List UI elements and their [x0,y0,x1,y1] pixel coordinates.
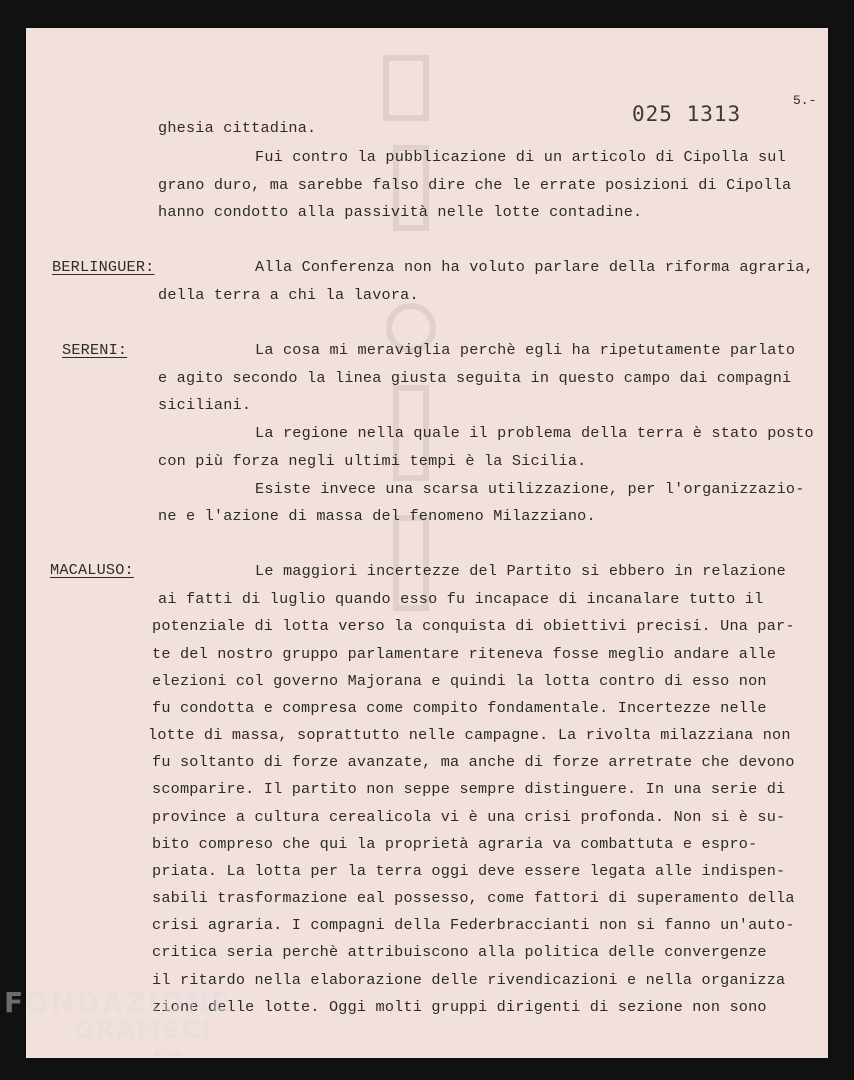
text-line: lotte di massa, soprattutto nelle campagne. La rivolta milazziana non [148,726,791,744]
text-line: e agito secondo la linea giusta seguita in questo campo dai compagni [158,369,792,387]
logo-line-1: FONDAZIONE [4,986,233,1019]
text-line: critica seria perchè attribuiscono alla politica delle convergenze [152,943,767,961]
text-line: Fui contro la pubblicazione di un articolo di Cipolla sul [255,148,786,166]
text-line: fu soltanto di forze avanzate, ma anche di forze arretrate che devono [152,753,795,771]
speaker-macaluso: MACALUSO: [50,561,134,579]
text-line: crisi agraria. I compagni della Federbraccianti non si fanno un'auto- [152,916,795,934]
text-line: il ritardo nella elaborazione delle rivendicazioni e nella organizza [152,971,786,989]
text-line: della terra a chi la lavora. [158,286,419,304]
text-line: elezioni col governo Majorana e quindi la lotta contro di esso non [152,672,767,690]
text-line: province a cultura cerealicola vi è una crisi profonda. Non si è su- [152,808,786,826]
archive-watermark [366,28,486,648]
text-line: La cosa mi meraviglia perchè egli ha ripetutamente parlato [255,341,796,359]
logo-subtitle: onlus [154,1048,181,1059]
text-line: fu condotta e compresa come compito fondamentale. Incertezze nelle [152,699,767,717]
text-line: scomparire. Il partito non seppe sempre distinguere. In una serie di [152,780,786,798]
text-line: La regione nella quale il problema della terra è stato posto [255,424,814,442]
text-line: zione delle lotte. Oggi molti gruppi dirigenti di sezione non sono [152,998,767,1016]
text-line: Alla Conferenza non ha voluto parlare della riforma agraria, [255,258,814,276]
text-line: sabili trasformazione eal possesso, come fattori di superamento della [152,889,795,907]
document-page [26,28,828,1058]
text-line: priata. La lotta per la terra oggi deve essere legata alle indispen- [152,862,786,880]
logo-line-2: GRAMSCI [74,1016,213,1044]
speaker-berlinguer: BERLINGUER: [52,258,155,276]
text-line: hanno condotto alla passività nelle lotte contadine. [158,203,643,221]
text-line: con più forza negli ultimi tempi è la Sicilia. [158,452,587,470]
text-line: potenziale di lotta verso la conquista di obiettivi precisi. Una par- [152,617,795,635]
text-line: grano duro, ma sarebbe falso dire che le errate posizioni di Cipolla [158,176,792,194]
fondazione-gramsci-logo [4,986,244,1076]
text-line: Esiste invece una scarsa utilizzazione, per l'organizzazio- [255,480,805,498]
text-line: ai fatti di luglio quando esso fu incapace di incanalare tutto il [158,590,764,608]
text-line: bito compreso che qui la proprietà agraria va combattuta e espro- [152,835,758,853]
document-number: 025 1313 [632,102,742,126]
speaker-sereni: SERENI: [62,341,128,359]
text-line: Le maggiori incertezze del Partito si ebbero in relazione [255,562,786,580]
text-line: te del nostro gruppo parlamentare riteneva fosse meglio andare alle [152,645,777,663]
text-line: ne e l'azione di massa del fenomeno Milazziano. [158,507,596,525]
page-number: 5.- [793,93,817,108]
text-line: ghesia cittadina. [158,119,317,137]
text-line: siciliani. [158,396,252,414]
